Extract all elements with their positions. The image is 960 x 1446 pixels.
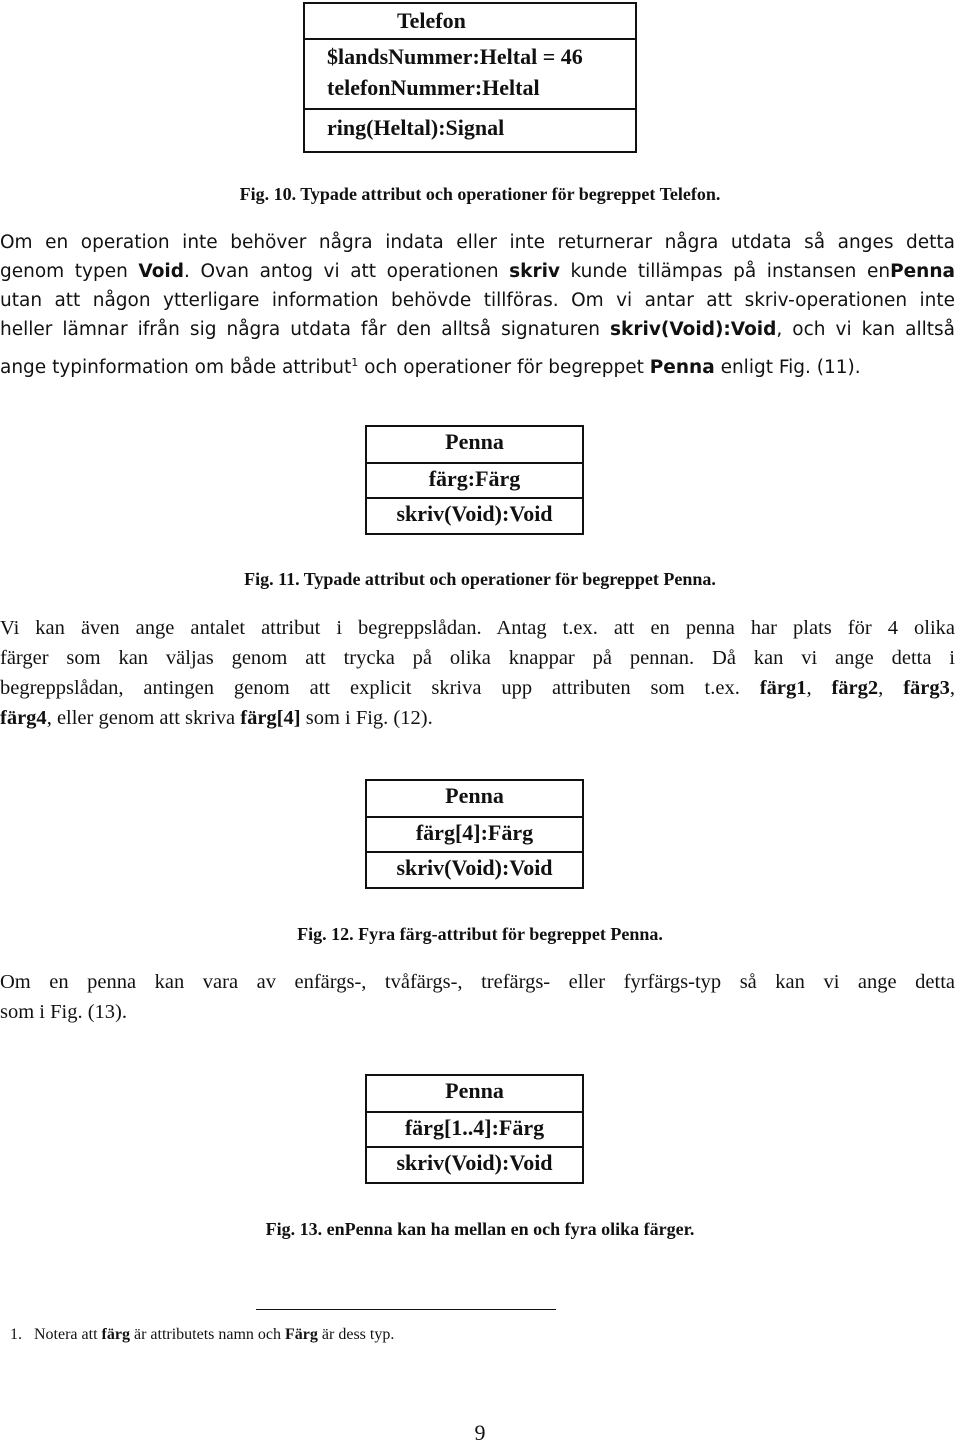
attribute: färg[1..4]:Färg: [404, 1115, 545, 1140]
page-number: 9: [474, 1420, 486, 1445]
footnote-rule: [256, 1309, 556, 1310]
divider: [367, 851, 582, 853]
operation: skriv(Void):Void: [396, 501, 553, 526]
divider: [367, 1111, 582, 1113]
class-box-penna: [365, 425, 584, 535]
text-line: som i Fig. (13).: [0, 1001, 127, 1023]
figure-caption: Fig. 13. enPenna kan ha mellan en och fyra olika färger.: [265, 1219, 695, 1239]
class-box-penna: [365, 779, 584, 889]
footnote: 1. Notera att färg är attributets namn och Färg är dess typ.: [10, 1326, 395, 1343]
operation: skriv(Void):Void: [396, 1150, 553, 1175]
attribute: telefonNummer:Heltal: [327, 75, 540, 100]
class-name: Penna: [445, 783, 504, 808]
class-name: Telefon: [397, 8, 466, 33]
divider: [367, 816, 582, 818]
figure-caption: Fig. 11. Typade attribut och operationer för begreppet Penna.: [244, 569, 716, 589]
text-line: färg4, eller genom att skriva färg[4] som i Fig. (12).: [0, 707, 433, 729]
divider: [367, 1146, 582, 1148]
divider: [305, 108, 635, 110]
text-line: Om en operation inte behöver några indata eller inte returnerar några utdata så anges detta: [0, 232, 955, 253]
divider: [305, 38, 635, 40]
text-line: färger som kan väljas genom att trycka på olika knappar på pennan. Då kan vi ange detta i: [0, 647, 955, 669]
attribute: färg[4]:Färg: [415, 820, 534, 845]
text-line: heller lämnar ifrån sig några utdata får den alltså signaturen skriv(Void):Void, och vi kan alltså: [0, 319, 955, 340]
operation: skriv(Void):Void: [396, 855, 553, 880]
class-box-penna: [365, 1074, 584, 1184]
text-line: utan att någon ytterligare information behövde tillföras. Om vi antar att skriv-operationen inte: [0, 290, 955, 311]
divider: [367, 497, 582, 499]
figure-caption: Fig. 12. Fyra färg-attribut för begreppet Penna.: [297, 924, 663, 944]
divider: [367, 462, 582, 464]
class-name: Penna: [445, 429, 504, 454]
text-line: Om en penna kan vara av enfärgs-, tvåfärgs-, trefärgs- eller fyrfärgs-typ så kan vi ange detta: [0, 971, 955, 993]
attribute: färg:Färg: [428, 466, 521, 491]
attribute: $landsNummer:Heltal = 46: [327, 44, 583, 69]
text-line: genom typen Void. Ovan antog vi att operationen skriv kunde tillämpas på instansen enPenna: [0, 261, 955, 282]
text-line: begreppslådan, antingen genom att explicit skriva upp attributen som t.ex. färg1, färg2, färg3,: [0, 677, 956, 699]
operation: ring(Heltal):Signal: [327, 115, 505, 140]
class-box-telefon: [303, 2, 637, 153]
text-line: ange typinformation om både attribut$^1$ och operationer för begreppet Penna enligt Fig. (11).: [0, 356, 861, 379]
class-name: Penna: [445, 1078, 504, 1103]
figure-caption: Fig. 10. Typade attribut och operationer för begreppet Telefon.: [239, 184, 721, 204]
text-line: Vi kan även ange antalet attribut i begreppslådan. Antag t.ex. att en penna har plats för 4 olika: [0, 617, 955, 639]
